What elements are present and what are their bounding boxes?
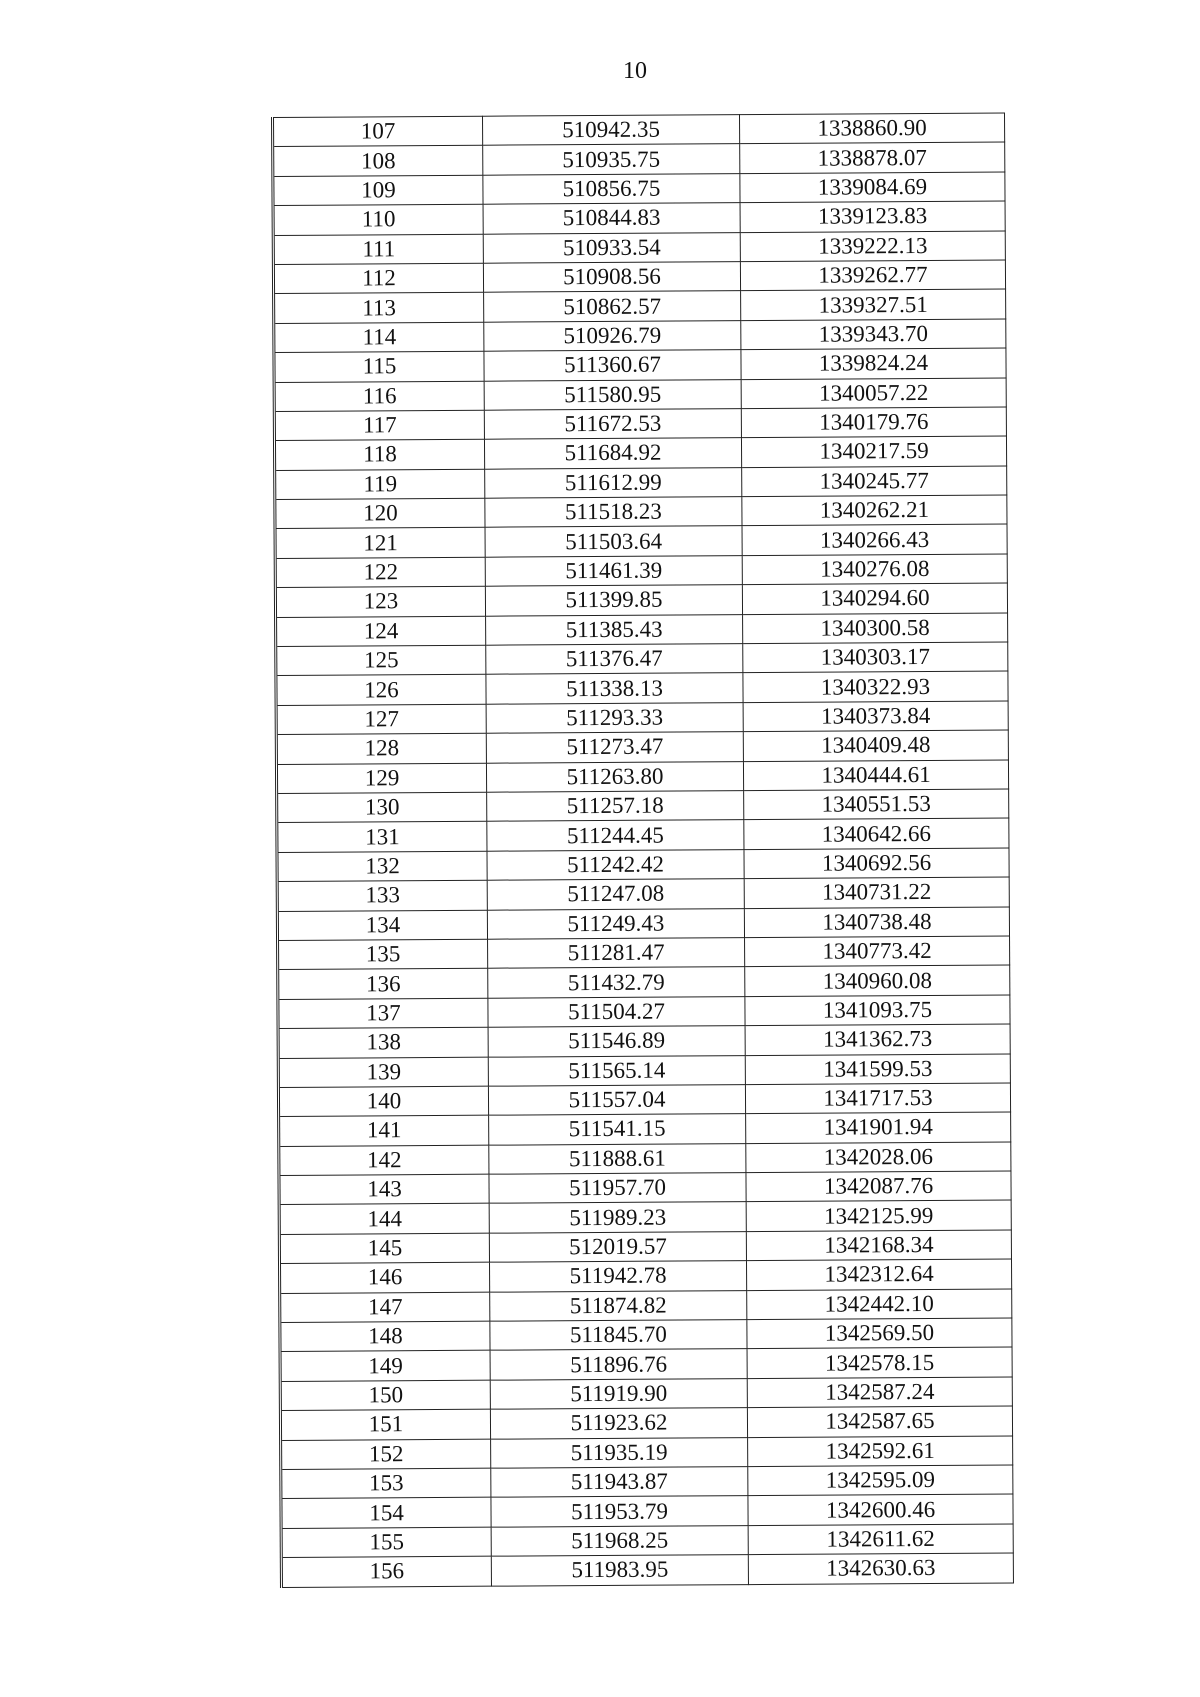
table-row xyxy=(277,877,1009,911)
y-coordinate-cell: 1340322.93 xyxy=(743,671,1008,702)
y-coordinate-cell: 1340642.66 xyxy=(744,818,1009,849)
point-number-cell: 123 xyxy=(275,586,485,617)
y-coordinate-cell: 1339084.69 xyxy=(740,172,1005,203)
point-number-cell: 120 xyxy=(275,498,485,529)
x-coordinate-cell: 511249.43 xyxy=(487,908,744,939)
table-row xyxy=(274,289,1006,323)
table-row xyxy=(280,1377,1012,1411)
point-number-cell: 117 xyxy=(274,410,484,441)
table-row xyxy=(278,1024,1010,1058)
point-number-cell: 135 xyxy=(278,939,488,970)
x-coordinate-cell: 511957.70 xyxy=(489,1173,746,1204)
x-coordinate-cell: 511845.70 xyxy=(490,1320,747,1351)
y-coordinate-cell: 1340276.08 xyxy=(742,554,1007,585)
x-coordinate-cell: 511557.04 xyxy=(488,1085,745,1116)
table-row xyxy=(275,495,1007,529)
table-row xyxy=(274,407,1006,441)
table-row xyxy=(274,348,1006,382)
table-row xyxy=(275,554,1007,588)
y-coordinate-cell: 1340373.84 xyxy=(743,701,1008,732)
x-coordinate-cell: 511874.82 xyxy=(490,1290,747,1321)
x-coordinate-cell: 512019.57 xyxy=(489,1231,746,1262)
table-row xyxy=(274,319,1006,353)
point-number-cell: 141 xyxy=(279,1115,489,1146)
x-coordinate-cell: 511461.39 xyxy=(485,555,742,586)
point-number-cell: 118 xyxy=(274,439,484,470)
table-row xyxy=(281,1553,1013,1587)
point-number-cell: 140 xyxy=(278,1086,488,1117)
table-row xyxy=(279,1230,1011,1264)
y-coordinate-cell: 1340960.08 xyxy=(745,965,1010,996)
y-coordinate-cell: 1342592.61 xyxy=(748,1436,1013,1467)
x-coordinate-cell: 510933.54 xyxy=(483,232,740,263)
table-row xyxy=(276,671,1008,705)
table-row xyxy=(273,260,1005,294)
x-coordinate-cell: 511263.80 xyxy=(486,761,743,792)
x-coordinate-cell: 511242.42 xyxy=(487,849,744,880)
point-number-cell: 143 xyxy=(279,1174,489,1205)
point-number-cell: 114 xyxy=(274,322,484,353)
x-coordinate-cell: 511935.19 xyxy=(491,1437,748,1468)
x-coordinate-cell: 511983.95 xyxy=(491,1555,748,1586)
point-number-cell: 116 xyxy=(274,381,484,412)
y-coordinate-cell: 1340294.60 xyxy=(742,583,1007,614)
y-coordinate-cell: 1340300.58 xyxy=(743,613,1008,644)
point-number-cell: 122 xyxy=(275,557,485,588)
table-row xyxy=(277,907,1009,941)
table-row xyxy=(280,1289,1012,1323)
point-number-cell: 107 xyxy=(273,116,483,147)
point-number-cell: 134 xyxy=(277,910,487,941)
x-coordinate-cell: 511612.99 xyxy=(485,467,742,498)
y-coordinate-cell: 1342028.06 xyxy=(746,1142,1011,1173)
point-number-cell: 115 xyxy=(274,351,484,382)
y-coordinate-cell: 1342442.10 xyxy=(747,1289,1012,1320)
table-row xyxy=(276,730,1008,764)
table-row xyxy=(281,1436,1013,1470)
point-number-cell: 113 xyxy=(274,293,484,324)
x-coordinate-cell: 511968.25 xyxy=(491,1525,748,1556)
x-coordinate-cell: 510942.35 xyxy=(482,115,739,146)
x-coordinate-cell: 511565.14 xyxy=(488,1055,745,1086)
table-row xyxy=(275,466,1007,500)
x-coordinate-cell: 511518.23 xyxy=(485,497,742,528)
y-coordinate-cell: 1342569.50 xyxy=(747,1318,1012,1349)
table-row xyxy=(274,378,1006,412)
x-coordinate-cell: 510935.75 xyxy=(483,144,740,175)
point-number-cell: 147 xyxy=(280,1292,490,1323)
table-row xyxy=(281,1494,1013,1528)
x-coordinate-cell: 510862.57 xyxy=(484,291,741,322)
x-coordinate-cell: 510908.56 xyxy=(483,262,740,293)
point-number-cell: 146 xyxy=(280,1262,490,1293)
x-coordinate-cell: 511273.47 xyxy=(486,732,743,763)
point-number-cell: 148 xyxy=(280,1321,490,1352)
x-coordinate-cell: 511546.89 xyxy=(488,1026,745,1057)
point-number-cell: 153 xyxy=(281,1468,491,1499)
table-row xyxy=(277,818,1009,852)
x-coordinate-cell: 511504.27 xyxy=(488,996,745,1027)
y-coordinate-cell: 1339824.24 xyxy=(741,348,1006,379)
table-row xyxy=(273,113,1005,147)
point-number-cell: 139 xyxy=(278,1057,488,1088)
y-coordinate-cell: 1342595.09 xyxy=(748,1465,1013,1496)
point-number-cell: 138 xyxy=(278,1027,488,1058)
table-row xyxy=(275,524,1007,558)
x-coordinate-cell: 510856.75 xyxy=(483,173,740,204)
point-number-cell: 149 xyxy=(280,1351,490,1382)
table-row xyxy=(276,613,1008,647)
point-number-cell: 150 xyxy=(280,1380,490,1411)
point-number-cell: 111 xyxy=(273,234,483,265)
x-coordinate-cell: 511672.53 xyxy=(484,409,741,440)
point-number-cell: 121 xyxy=(275,528,485,559)
x-coordinate-cell: 511360.67 xyxy=(484,350,741,381)
point-number-cell: 112 xyxy=(273,263,483,294)
table-row xyxy=(278,965,1010,999)
y-coordinate-cell: 1340409.48 xyxy=(743,730,1008,761)
y-coordinate-cell: 1340444.61 xyxy=(743,760,1008,791)
y-coordinate-cell: 1340731.22 xyxy=(744,877,1009,908)
table-row xyxy=(279,1171,1011,1205)
point-number-cell: 154 xyxy=(281,1498,491,1529)
point-number-cell: 130 xyxy=(277,792,487,823)
table-row xyxy=(281,1524,1013,1558)
point-number-cell: 127 xyxy=(276,704,486,735)
y-coordinate-cell: 1342600.46 xyxy=(748,1494,1013,1525)
point-number-cell: 145 xyxy=(279,1233,489,1264)
y-coordinate-cell: 1340773.42 xyxy=(745,936,1010,967)
y-coordinate-cell: 1342168.34 xyxy=(746,1230,1011,1261)
x-coordinate-cell: 511503.64 xyxy=(485,526,742,557)
x-coordinate-cell: 511385.43 xyxy=(486,614,743,645)
y-coordinate-cell: 1340179.76 xyxy=(741,407,1006,438)
x-coordinate-cell: 510926.79 xyxy=(484,320,741,351)
point-number-cell: 131 xyxy=(277,822,487,853)
x-coordinate-cell: 511684.92 xyxy=(484,438,741,469)
table-row xyxy=(275,583,1007,617)
table-row xyxy=(279,1112,1011,1146)
y-coordinate-cell: 1339222.13 xyxy=(740,231,1005,262)
point-number-cell: 151 xyxy=(280,1409,490,1440)
y-coordinate-cell: 1340551.53 xyxy=(744,789,1009,820)
table-row xyxy=(278,936,1010,970)
x-coordinate-cell: 511541.15 xyxy=(489,1114,746,1145)
y-coordinate-cell: 1340738.48 xyxy=(744,907,1009,938)
x-coordinate-cell: 511376.47 xyxy=(486,644,743,675)
x-coordinate-cell: 510844.83 xyxy=(483,203,740,234)
x-coordinate-cell: 511989.23 xyxy=(489,1202,746,1233)
x-coordinate-cell: 511896.76 xyxy=(490,1349,747,1380)
x-coordinate-cell: 511432.79 xyxy=(488,967,745,998)
y-coordinate-cell: 1342578.15 xyxy=(747,1347,1012,1378)
x-coordinate-cell: 511923.62 xyxy=(490,1408,747,1439)
x-coordinate-cell: 511953.79 xyxy=(491,1496,748,1527)
table-row xyxy=(278,995,1010,1029)
x-coordinate-cell: 511281.47 xyxy=(488,938,745,969)
coordinates-table xyxy=(271,113,1014,1588)
y-coordinate-cell: 1342611.62 xyxy=(748,1524,1013,1555)
y-coordinate-cell: 1341717.53 xyxy=(745,1083,1010,1114)
y-coordinate-cell: 1342087.76 xyxy=(746,1171,1011,1202)
y-coordinate-cell: 1342125.99 xyxy=(746,1200,1011,1231)
y-coordinate-cell: 1339262.77 xyxy=(740,260,1005,291)
table-row xyxy=(273,142,1005,176)
table-row xyxy=(273,201,1005,235)
table-row xyxy=(281,1465,1013,1499)
table-row xyxy=(280,1347,1012,1381)
x-coordinate-cell: 511293.33 xyxy=(486,702,743,733)
y-coordinate-cell: 1340262.21 xyxy=(742,495,1007,526)
table-row xyxy=(280,1406,1012,1440)
table-row xyxy=(280,1318,1012,1352)
y-coordinate-cell: 1341362.73 xyxy=(745,1024,1010,1055)
table-row xyxy=(280,1259,1012,1293)
table-row xyxy=(277,789,1009,823)
y-coordinate-cell: 1342587.24 xyxy=(747,1377,1012,1408)
x-coordinate-cell: 511888.61 xyxy=(489,1143,746,1174)
point-number-cell: 109 xyxy=(273,175,483,206)
y-coordinate-cell: 1338860.90 xyxy=(739,113,1004,144)
y-coordinate-cell: 1341599.53 xyxy=(745,1054,1010,1085)
table-row xyxy=(273,231,1005,265)
point-number-cell: 119 xyxy=(275,469,485,500)
table-row xyxy=(276,642,1008,676)
point-number-cell: 128 xyxy=(276,733,486,764)
point-number-cell: 137 xyxy=(278,998,488,1029)
x-coordinate-cell: 511244.45 xyxy=(487,820,744,851)
point-number-cell: 124 xyxy=(276,616,486,647)
table-row xyxy=(274,436,1006,470)
y-coordinate-cell: 1340303.17 xyxy=(743,642,1008,673)
y-coordinate-cell: 1342587.65 xyxy=(747,1406,1012,1437)
point-number-cell: 126 xyxy=(276,675,486,706)
x-coordinate-cell: 511257.18 xyxy=(487,791,744,822)
y-coordinate-cell: 1340217.59 xyxy=(741,436,1006,467)
x-coordinate-cell: 511943.87 xyxy=(491,1467,748,1498)
table-row xyxy=(278,1083,1010,1117)
point-number-cell: 125 xyxy=(276,645,486,676)
table-row xyxy=(273,172,1005,206)
table-row xyxy=(276,760,1008,794)
table-row xyxy=(279,1142,1011,1176)
x-coordinate-cell: 511580.95 xyxy=(484,379,741,410)
point-number-cell: 155 xyxy=(281,1527,491,1558)
point-number-cell: 136 xyxy=(278,969,488,1000)
x-coordinate-cell: 511338.13 xyxy=(486,673,743,704)
point-number-cell: 142 xyxy=(279,1145,489,1176)
y-coordinate-cell: 1341093.75 xyxy=(745,995,1010,1026)
x-coordinate-cell: 511942.78 xyxy=(490,1261,747,1292)
point-number-cell: 156 xyxy=(281,1556,491,1587)
point-number-cell: 108 xyxy=(273,146,483,177)
point-number-cell: 152 xyxy=(281,1439,491,1470)
y-coordinate-cell: 1340245.77 xyxy=(742,466,1007,497)
x-coordinate-cell: 511247.08 xyxy=(487,879,744,910)
x-coordinate-cell: 511919.90 xyxy=(490,1378,747,1409)
point-number-cell: 144 xyxy=(279,1204,489,1235)
y-coordinate-cell: 1342630.63 xyxy=(748,1553,1013,1584)
point-number-cell: 132 xyxy=(277,851,487,882)
x-coordinate-cell: 511399.85 xyxy=(485,585,742,616)
y-coordinate-cell: 1341901.94 xyxy=(746,1112,1011,1143)
table-row xyxy=(277,848,1009,882)
y-coordinate-cell: 1342312.64 xyxy=(746,1259,1011,1290)
y-coordinate-cell: 1340692.56 xyxy=(744,848,1009,879)
point-number-cell: 129 xyxy=(276,763,486,794)
page-number: 10 xyxy=(623,58,647,84)
y-coordinate-cell: 1338878.07 xyxy=(740,142,1005,173)
point-number-cell: 133 xyxy=(277,880,487,911)
table-row xyxy=(276,701,1008,735)
table-row xyxy=(279,1200,1011,1234)
coordinates-table-body xyxy=(273,113,1014,1587)
y-coordinate-cell: 1339343.70 xyxy=(741,319,1006,350)
y-coordinate-cell: 1340266.43 xyxy=(742,524,1007,555)
y-coordinate-cell: 1339123.83 xyxy=(740,201,1005,232)
point-number-cell: 110 xyxy=(273,204,483,235)
y-coordinate-cell: 1340057.22 xyxy=(741,378,1006,409)
table-row xyxy=(278,1054,1010,1088)
y-coordinate-cell: 1339327.51 xyxy=(741,289,1006,320)
